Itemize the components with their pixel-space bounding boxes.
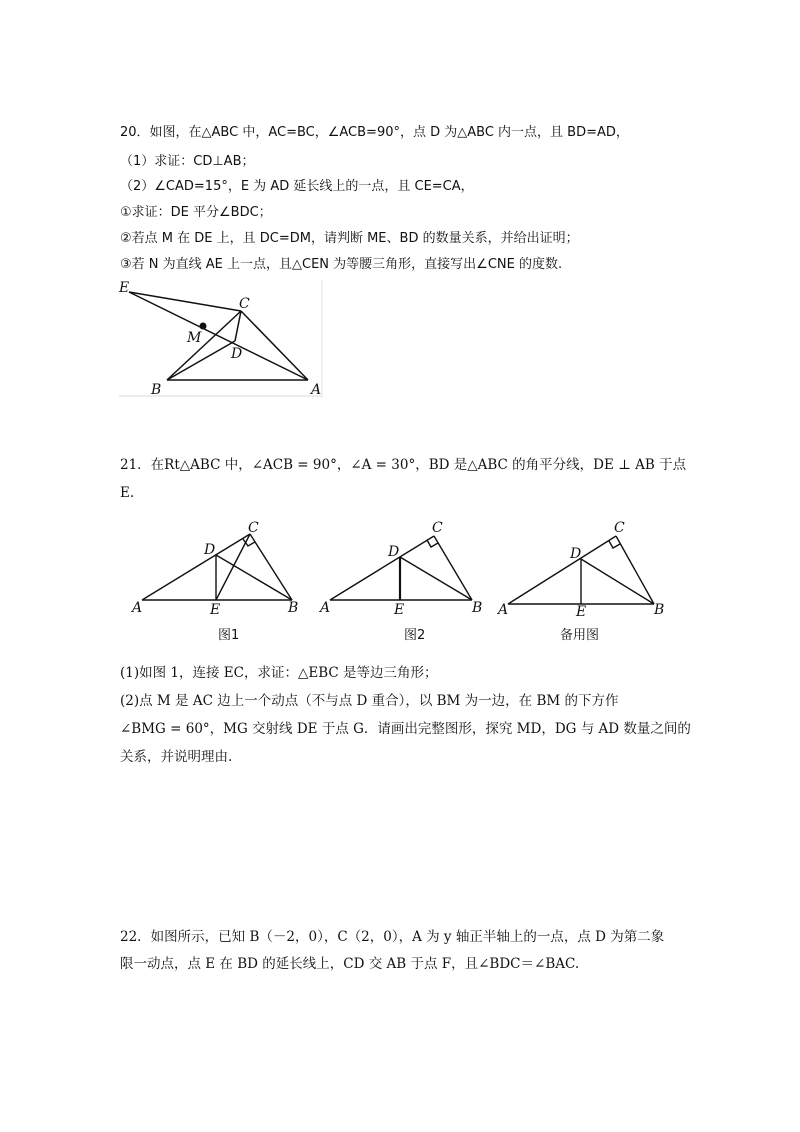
spare-label-d: D (570, 546, 582, 562)
caption-figure1: 图1 (218, 628, 240, 643)
q20-figure (115, 278, 327, 398)
q21-part2-line3: 关系，并说明理由. (120, 749, 233, 765)
label-e: E (119, 280, 130, 296)
q20-sub1: ①求证：DE 平分∠BDC； (120, 205, 272, 220)
fig1-label-b: B (288, 600, 299, 616)
fig1-label-c: C (248, 520, 259, 536)
label-c: C (239, 296, 250, 312)
q21-figure2 (316, 518, 496, 618)
q20-stem: 20．如图，在△ABC 中，AC=BC，∠ACB=90°，点 D 为△ABC 内一点，且 BD=AD， (120, 125, 629, 140)
fig2-label-c: C (432, 520, 443, 536)
spare-label-c: C (614, 520, 625, 536)
q21-figure1 (128, 518, 308, 618)
fig2-label-b: B (472, 600, 483, 616)
fig1-label-d: D (204, 542, 216, 558)
fig1-label-e: E (210, 602, 221, 618)
q20-sub3: ③若 N 为直线 AE 上一点，且△CEN 为等腰三角形，直接写出∠CNE 的度数. (120, 257, 563, 272)
q20-sub2: ②若点 M 在 DE 上，且 DC=DM，请判断 ME、BD 的数量关系，并给出证明； (120, 231, 579, 246)
q21-part2-line1: (2)点 M 是 AC 边上一个动点（不与点 D 重合），以 BM 为一边，在 BM 的下方作 (120, 693, 619, 709)
label-d: D (231, 346, 243, 362)
q22-line1: 22．如图所示，已知 B（－2，0），C（2，0），A 为 y 轴正半轴上的一点，点 D 为第二象 (120, 929, 665, 945)
fig2-label-e: E (394, 602, 405, 618)
fig1-label-a: A (132, 600, 143, 616)
q21-spare-figure (494, 518, 674, 618)
point-m-dot (200, 323, 207, 330)
label-b: B (151, 382, 162, 398)
q21-stem-line1: 21．在Rt△ABC 中，∠ACB = 90°，∠A = 30°，BD 是△ABC 的角平分线，DE ⊥ AB 于点 (120, 457, 687, 473)
q20-part1: （1）求证：CD⊥AB； (120, 154, 255, 169)
caption-figure2: 图2 (404, 628, 426, 643)
caption-spare-figure: 备用图 (560, 628, 600, 643)
q21-part2-line2: ∠BMG = 60°，MG 交射线 DE 于点 G．请画出完整图形，探究 MD，DG 与 AD 数量之间的 (120, 721, 691, 737)
q20-part2: （2）∠CAD=15°，E 为 AD 延长线上的一点，且 CE=CA， (120, 179, 474, 194)
q22-line2: 限一动点，点 E 在 BD 的延长线上，CD 交 AB 于点 F，且∠BDC＝∠BAC. (120, 956, 580, 972)
spare-label-a: A (498, 602, 509, 618)
label-m: M (187, 330, 202, 346)
q21-part1: (1)如图 1，连接 EC，求证：△EBC 是等边三角形； (120, 665, 438, 681)
fig2-label-d: D (388, 544, 400, 560)
label-a: A (311, 382, 322, 398)
q21-stem-line2: E. (120, 485, 135, 501)
spare-label-e: E (576, 604, 587, 618)
fig2-label-a: A (320, 600, 331, 616)
spare-label-b: B (654, 602, 665, 618)
